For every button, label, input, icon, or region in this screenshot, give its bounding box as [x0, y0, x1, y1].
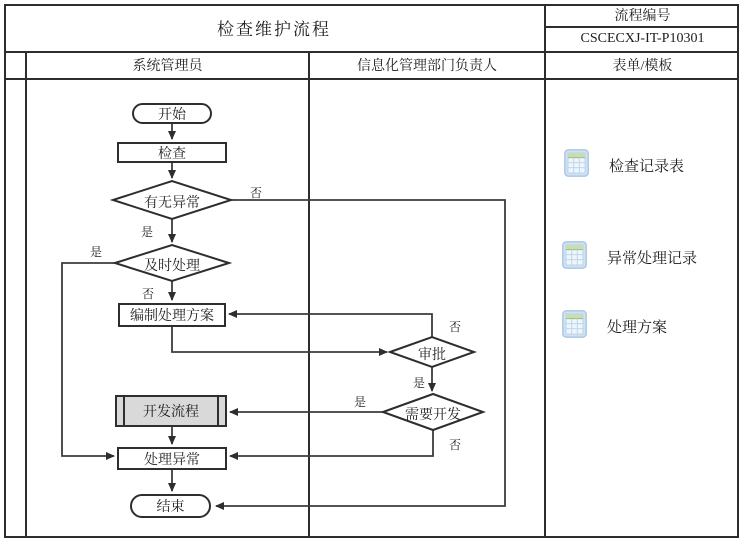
- predefined-bar-right: [217, 397, 219, 425]
- node-check: 检查: [117, 142, 227, 163]
- page-title: 检查维护流程: [217, 20, 331, 39]
- edge-approve-no-plan: [229, 314, 432, 337]
- node-timely-label: 及时处理: [144, 259, 200, 274]
- edge-needdev-no-handle: [230, 430, 433, 456]
- branch-label-approve-yes: 是: [412, 376, 425, 390]
- lane-header-it-manager: 信息化管理部门负责人: [357, 59, 497, 74]
- branch-label-timely-no: 否: [141, 287, 154, 301]
- node-dev-process: [115, 395, 227, 427]
- form-item-check-record: [564, 149, 684, 182]
- form-item-abnormal-record: [562, 241, 697, 274]
- edge-plan-approve: [172, 327, 387, 352]
- branch-label-abnormal-no: 否: [249, 186, 262, 200]
- table-document-icon: [562, 241, 587, 274]
- edge-timely-yes-handle: [62, 263, 115, 456]
- form-item-handle-plan: [562, 310, 667, 343]
- node-plan: 编制处理方案: [118, 303, 226, 327]
- branch-label-approve-no: 否: [448, 320, 461, 334]
- process-code-value: CSCECXJ-IT-P10301: [580, 31, 705, 46]
- node-dev-label: 开发流程: [143, 405, 199, 420]
- form-label: 检查记录表: [609, 159, 685, 175]
- node-abnormal-label: 有无异常: [144, 196, 200, 211]
- lane-header-forms: 表单/模板: [612, 59, 673, 74]
- branch-label-needdev-yes: 是: [353, 395, 366, 409]
- branch-label-abnormal-yes: 是: [140, 225, 153, 239]
- node-approve-label: 审批: [418, 348, 446, 363]
- node-handle: 处理异常: [117, 447, 227, 470]
- branch-label-needdev-no: 否: [448, 438, 461, 452]
- branch-label-timely-yes: 是: [89, 245, 102, 259]
- table-document-icon: [562, 310, 587, 343]
- node-end: 结束: [130, 494, 211, 518]
- table-document-icon: [564, 149, 589, 182]
- node-needdev-label: 需要开发: [405, 408, 461, 423]
- process-code-label: 流程编号: [614, 9, 671, 24]
- lane-header-admin: 系统管理员: [132, 59, 203, 74]
- form-label: 处理方案: [607, 320, 668, 336]
- node-start: 开始: [132, 103, 212, 124]
- predefined-bar-left: [123, 397, 125, 425]
- form-label: 异常处理记录: [607, 251, 698, 267]
